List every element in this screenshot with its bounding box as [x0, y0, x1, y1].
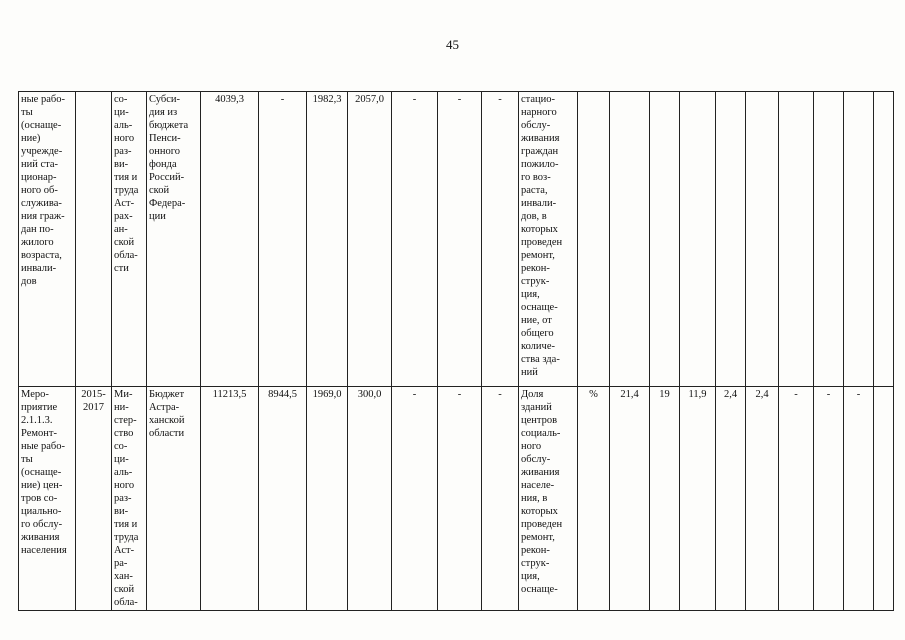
target-2018-cell: 2,4 — [746, 387, 779, 611]
amount-2017-cell: 2057,0 — [348, 92, 392, 387]
amount-2018-cell: - — [392, 92, 438, 387]
amount-2018-cell: - — [392, 387, 438, 611]
target-2015-cell: 19 — [650, 387, 680, 611]
target-2019-cell: - — [779, 387, 814, 611]
measure-name-cell: ные рабо- ты (оснаще- ние) учрежде- ний ста- ционар- ного об- служива- ния граж- дан по- жилого возраста, инвали- дов — [19, 92, 76, 387]
amount-2020-cell: - — [482, 92, 519, 387]
amount-2015-cell: - — [259, 92, 307, 387]
total-amount-cell: 11213,5 — [201, 387, 259, 611]
table-row — [19, 387, 894, 611]
executor-cell: Ми- ни- стер- ство со- ци- аль- ного раз- ви- тия и труда Аст- ра- хан- ской обла- — [112, 387, 147, 611]
target-2015-cell — [650, 92, 680, 387]
target-2016-cell — [680, 92, 716, 387]
measure-name-cell: Меро- приятие 2.1.1.3. Ремонт- ные рабо- ты (оснаще- ние) цен- тров со- циально- го обслу- живания населения — [19, 387, 76, 611]
period-cell: 2015- 2017 — [76, 387, 112, 611]
amount-2016-cell: 1982,3 — [307, 92, 348, 387]
executor-cell: со- ци- аль- ного раз- ви- тия и труда Аст- рах- ан- ской обла- сти — [112, 92, 147, 387]
target-2022-cell — [874, 387, 894, 611]
amount-2016-cell: 1969,0 — [307, 387, 348, 611]
indicator-cell: стацио- нарного обслу- живания граждан пожило- го воз- раста, инвали- дов, в которых проведен ремонт, рекон- струк- ция, оснаще- ние, от общего количе- ства зда- ний — [519, 92, 578, 387]
target-2021-cell — [844, 92, 874, 387]
base-value-cell: 21,4 — [610, 387, 650, 611]
funding-source-cell: Субси- дия из бюджета Пенси- онного фонда Россий- ской Федера- ции — [147, 92, 201, 387]
target-2018-cell — [746, 92, 779, 387]
amount-2017-cell: 300,0 — [348, 387, 392, 611]
program-table — [18, 91, 894, 611]
period-cell — [76, 92, 112, 387]
indicator-cell: Доля зданий центров социаль- ного обслу- живания населе- ния, в которых проведен ремонт, рекон- струк- ция, оснаще- — [519, 387, 578, 611]
amount-2015-cell: 8944,5 — [259, 387, 307, 611]
target-2016-cell: 11,9 — [680, 387, 716, 611]
amount-2020-cell: - — [482, 387, 519, 611]
target-2019-cell — [779, 92, 814, 387]
target-2020-cell — [814, 92, 844, 387]
unit-cell — [578, 92, 610, 387]
target-2017-cell — [716, 92, 746, 387]
amount-2019-cell: - — [438, 92, 482, 387]
amount-2019-cell: - — [438, 387, 482, 611]
target-2021-cell: - — [844, 387, 874, 611]
unit-cell: % — [578, 387, 610, 611]
base-value-cell — [610, 92, 650, 387]
table-row — [19, 92, 894, 387]
total-amount-cell: 4039,3 — [201, 92, 259, 387]
target-2020-cell: - — [814, 387, 844, 611]
target-2017-cell: 2,4 — [716, 387, 746, 611]
page-number: 45 — [446, 37, 459, 52]
target-2022-cell — [874, 92, 894, 387]
funding-source-cell: Бюджет Астра- ханской области — [147, 387, 201, 611]
